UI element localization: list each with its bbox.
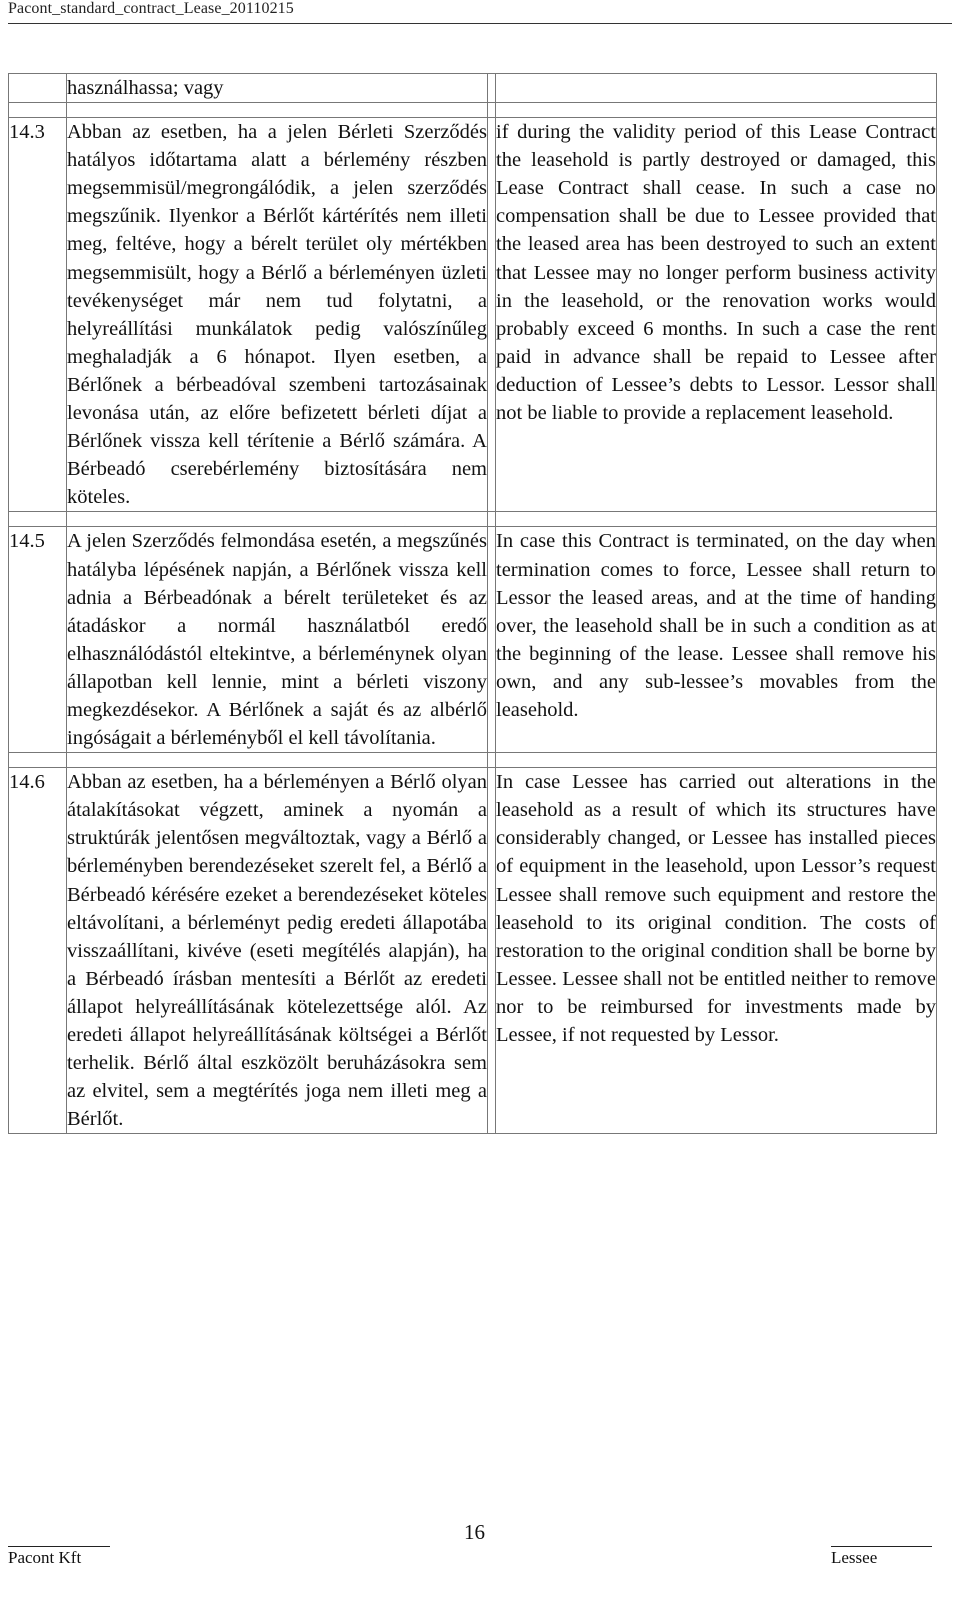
contract-table: [8, 73, 937, 1134]
table-row: [9, 74, 937, 103]
gap-cell: [488, 74, 496, 103]
english-text-cell: if during the validity period of this Lease Contract the leasehold is partly destroyed or damaged, this Lease Contract shall cease. In such a case no compensation shall be due to Lessee provided that the leased area has been destroyed to such an extent that Lessee may no longer perform business activity in the leasehold, or the renovation works would probably exceed 6 months. In such a case the rent paid in advance shall be repaid to Lessee after deduction of Lessee’s debts to Lessor. Lessor shall not be liable to provide a replacement leasehold.: [496, 118, 937, 512]
lessee-signature-line: [831, 1546, 932, 1547]
table-row: [9, 527, 937, 753]
clause-number: 14.6: [9, 768, 67, 1134]
hungarian-text-cell: használhassa; vagy: [67, 74, 488, 103]
header-rule: [8, 23, 952, 24]
gap-cell: [488, 118, 496, 512]
separator-row: [9, 753, 937, 768]
separator-row: [9, 103, 937, 118]
clause-number: 14.5: [9, 527, 67, 753]
gap-cell: [488, 527, 496, 753]
english-text-cell: [496, 74, 937, 103]
document-header-title: Pacont_standard_contract_Lease_20110215: [8, 0, 294, 17]
hungarian-text-cell: A jelen Szerződés felmondása esetén, a megszűnés hatályba lépésének napján, a Bérlőnek vissza kell adnia a Bérbeadónak a bérelt területeket és az átadáskor a normál használatból eredő elhasználódástól eltekintve, a bérleménynek olyan állapotban kell lennie, mint a bérleti viszony megkezdésekor. A Bérlőnek a saját és az albérlő ingóságait a bérleményből el kell távolítania.: [67, 527, 488, 753]
lessor-signature-line: [8, 1546, 110, 1547]
table-row: [9, 118, 937, 512]
gap-cell: [488, 768, 496, 1134]
table-row: [9, 768, 937, 1134]
lessor-name: Pacont Kft: [8, 1548, 82, 1567]
hungarian-text-cell: Abban az esetben, ha a jelen Bérleti Szerződés hatályos időtartama alatt a bérlemény részben megsemmisül/megrongálódik, a jelen szerződés megszűnik. Ilyenkor a Bérlőt kártérítés nem illeti meg, feltéve, hogy a bérelt terület oly mértékben megsemmisült, hogy a Bérlő a bérleményen üzleti tevékenységet már nem tud folytatni, a helyreállítási munkálatok pedig valószínűleg meghaladják a 6 hónapot. Ilyen esetben, a Bérlőnek a bérbeadóval szembeni tartozásainak levonása után, az előre befizetett bérleti díjat a Bérlőnek vissza kell térítenie a Bérlő számára. A Bérbeadó cserebérlemény biztosítására nem köteles.: [67, 118, 488, 512]
english-text-cell: In case Lessee has carried out alterations in the leasehold as a result of which its structures have considerably changed, or Lessee has installed pieces of equipment in the leasehold, upon Lessor’s request Lessee shall remove such equipment and restore the leasehold to its original condition. The costs of restoration to the original condition shall be borne by Lessee. Lessee shall not be entitled neither to remove nor to be reimbursed for investments made by Lessee, if not requested by Lessor.: [496, 768, 937, 1134]
page-number: 16: [464, 1520, 485, 1544]
lessee-name: Lessee: [831, 1548, 878, 1567]
english-text-cell: In case this Contract is terminated, on the day when termination comes to force, Lessee shall return to Lessor the leased areas, and at the time of handing over, the leasehold shall be in such a condition as at the beginning of the lease. Lessee shall remove his own, and any sub-lessee’s movables from the leasehold.: [496, 527, 937, 753]
clause-number: 14.3: [9, 118, 67, 512]
hungarian-text-cell: Abban az esetben, ha a bérleményen a Bérlő olyan átalakításokat végzett, aminek a nyomán a struktúrák jelentősen megváltoztak, vagy a Bérlő a bérleményben berendezéseket szerelt fel, a Bérlő a Bérbeadó kérésére ezeket a berendezéseket köteles eltávolítani, a bérleményt pedig eredeti állapotába visszaállítani, kivéve (eseti megítélés alapján), ha a Bérbeadó írásban mentesíti a Bérlőt az eredeti állapot helyreállításának kötelezettsége alól. Az eredeti állapot helyreállításának költségei a Bérlőt terhelik. Bérlő által eszközölt beruházásokra sem az elvitel, sem a megtérítés joga nem illeti meg a Bérlőt.: [67, 768, 488, 1134]
clause-number: [9, 74, 67, 103]
separator-row: [9, 512, 937, 527]
